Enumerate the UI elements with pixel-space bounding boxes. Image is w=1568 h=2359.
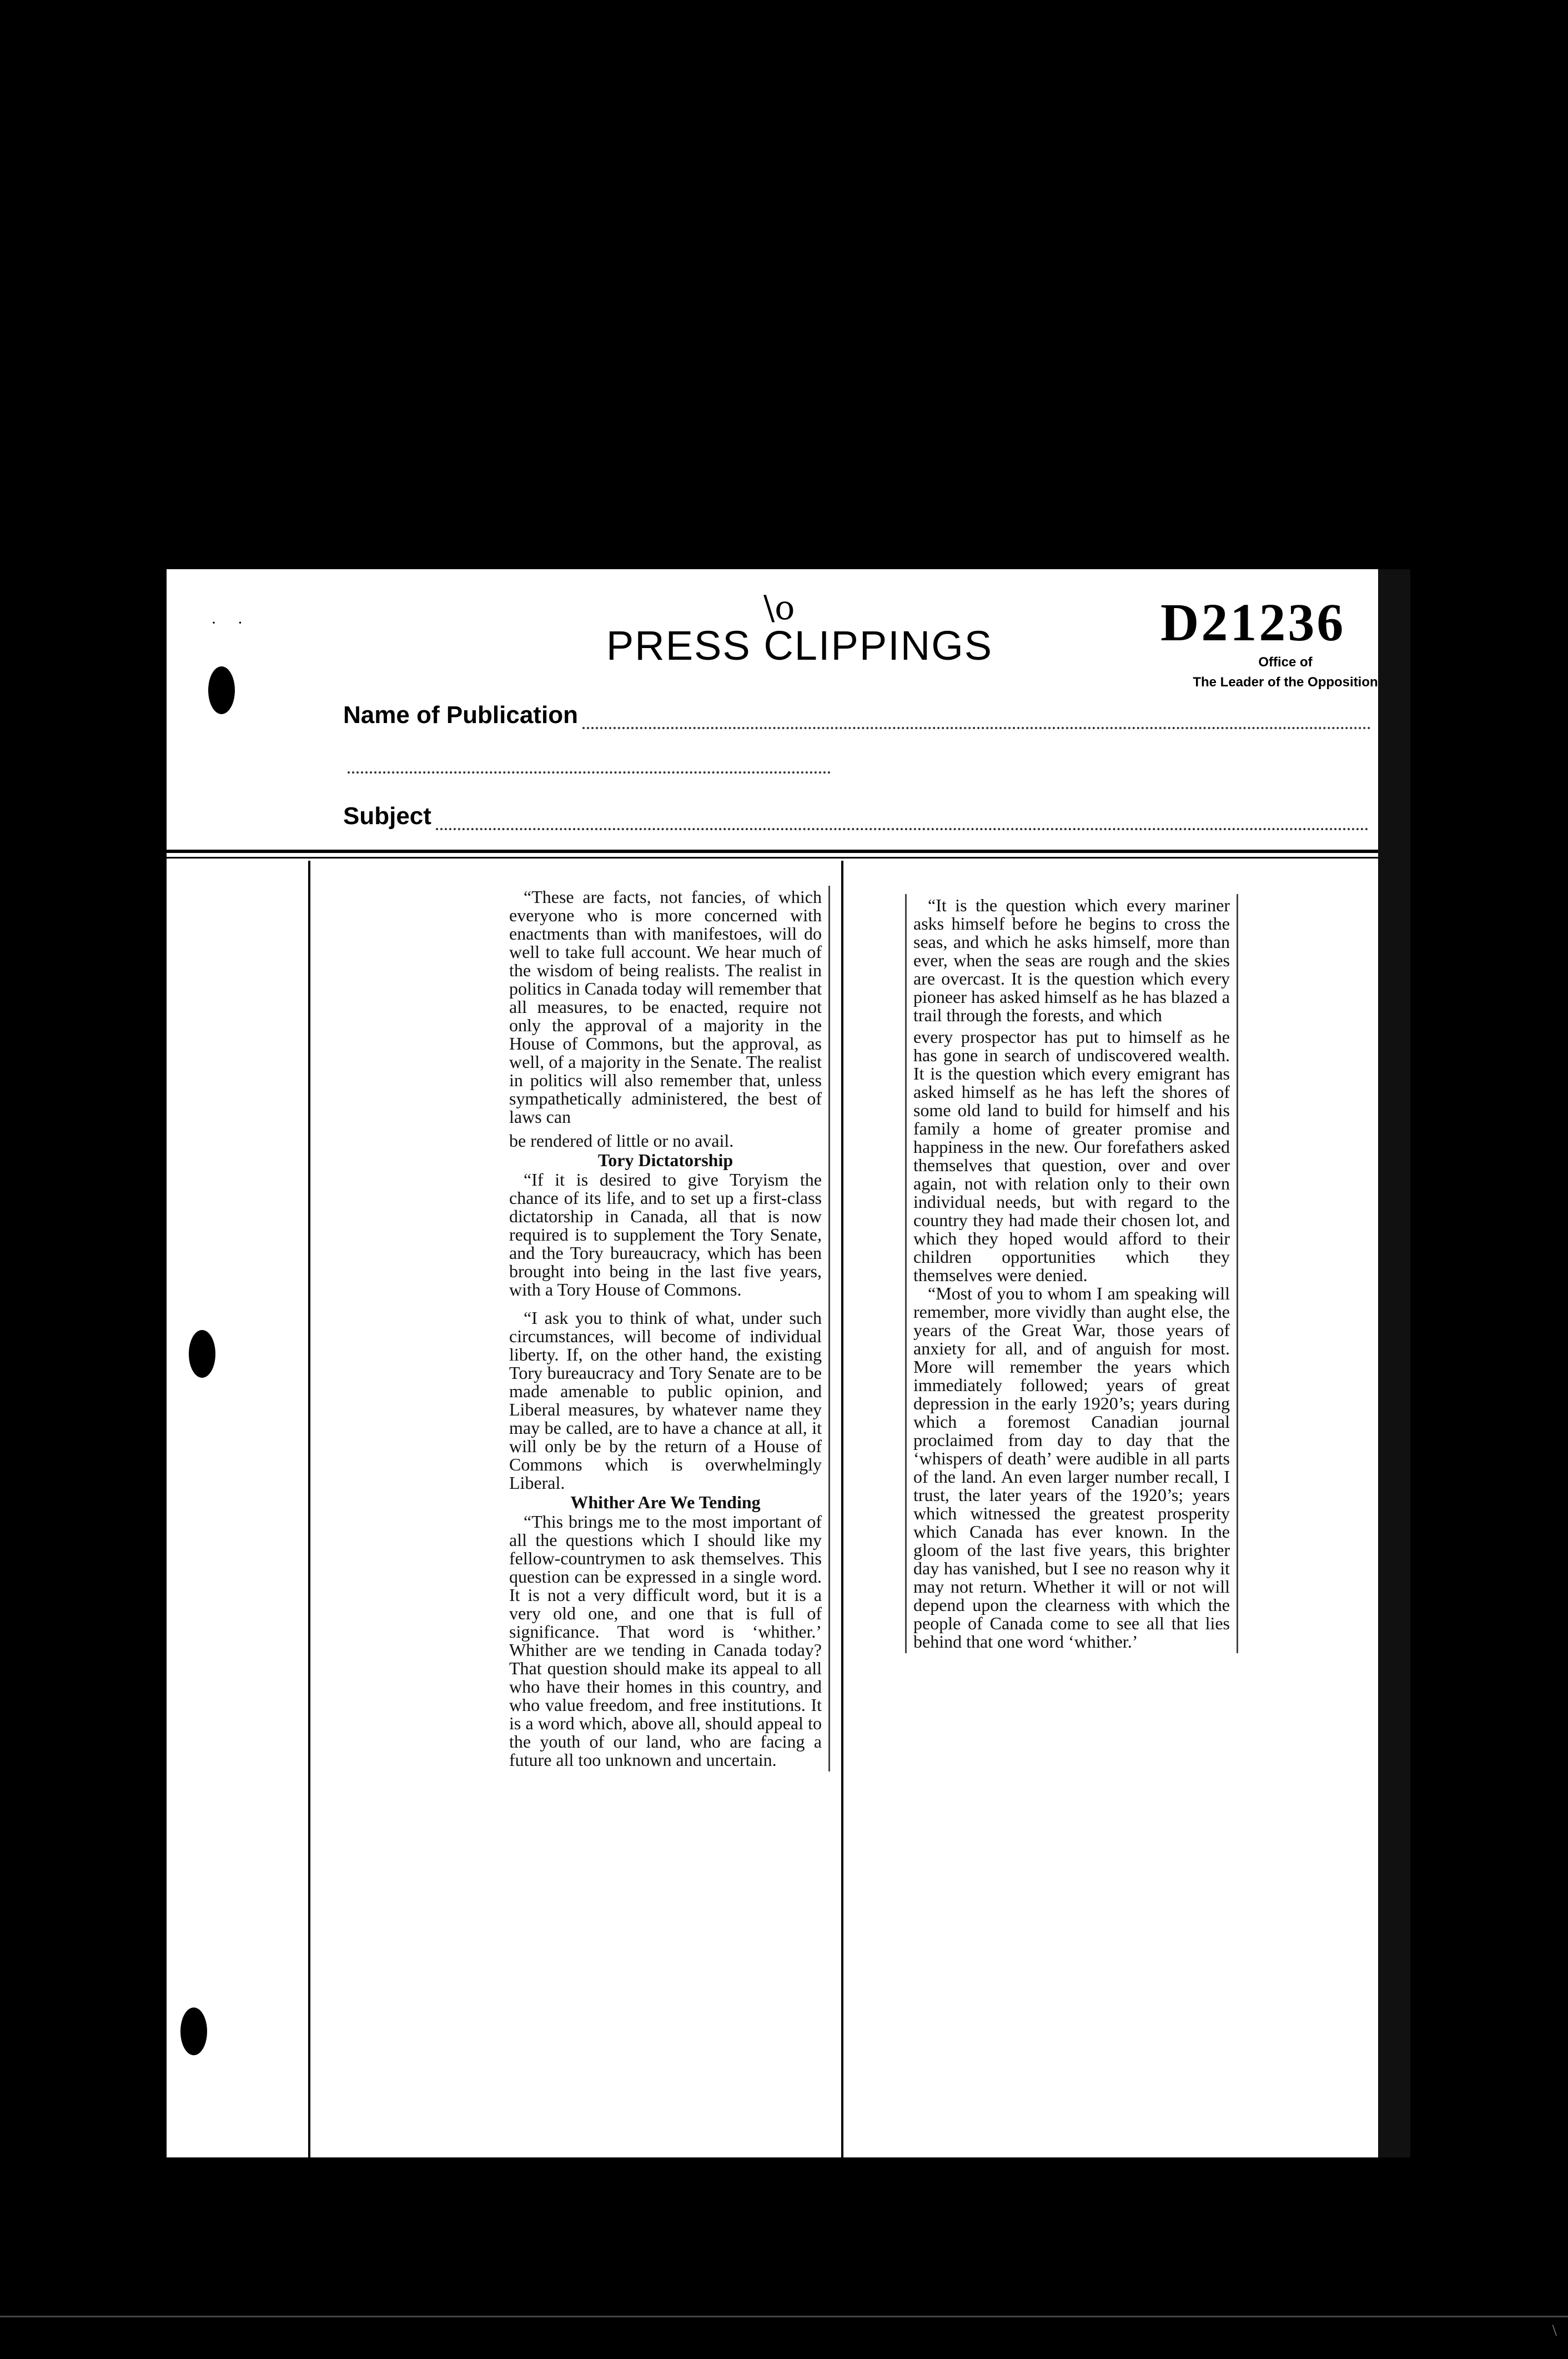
column-divider xyxy=(841,861,843,2157)
clipping-paragraph: “These are facts, not fancies, of which everyone who is more concerned with enactments than with manifestoes, will do well to take full account. We hear much of the wisdom of being realists. The realist in politics in Canada today will remember that all measures, to be enacted, require not only the approval of a majority in the House of Commons, but the approval, as well, of a majority in the Senate. The realist in politics will also remember that, unless sympathetically administered, the best of laws can xyxy=(509,887,822,1127)
scan-corner-tick: \ xyxy=(1552,2321,1557,2340)
handwritten-page-mark: \o xyxy=(763,589,795,628)
clipping-heading: Whither Are We Tending xyxy=(570,1492,761,1512)
clipping-paragraph: be rendered of little or no avail. xyxy=(509,1131,734,1151)
clipping-paragraph: “This brings me to the most important of all the questions which I should like my fellow-countrymen to ask themselves. This question can be expressed in a single word. It is not a very difficult word, but it is a very old one, and one that is full of significance. That word is ‘whither.’ Whither are we tending in Canada today? That question should make its appeal to all who have their homes in this country, and who value freedom, and free institutions. It is a word which, above all, should appeal to the youth of our land, who are facing a future all too unknown and uncertain. xyxy=(509,1512,822,1770)
document-number: D21236 xyxy=(1160,593,1346,652)
sheet-edge-shadow xyxy=(1378,569,1410,2157)
clipping-right-column xyxy=(905,894,1238,1653)
date-field xyxy=(343,752,831,774)
press-clipping-sheet xyxy=(167,569,1410,2157)
clipping-paragraph: “Most of you to whom I am speaking will remember, more vividly than aught else, the years of the Great War, those years of anxiety for all, and of anguish for most. More will remember the years which immediately followed; years of great depression in the early 1920’s; years during which a foremost Canadian journal proclaimed from day to day that the ‘whispers of death’ were audible in all parts of the land. An even larger number recall, I trust, the later years of the 1920’s; years which witnessed the greatest prosperity which Canada has ever known. In the gloom of the last five years, this brighter day has vanished, but I see no reason why it may not return. Whether it will or not will depend upon the clearness with which the people of Canada come to see all that lies behind that one word ‘whither.’ xyxy=(913,1283,1230,1652)
punch-hole-top xyxy=(208,666,235,714)
punch-hole-bottom xyxy=(180,2007,207,2055)
date-blank xyxy=(348,752,831,774)
header-rule-thick xyxy=(167,850,1378,853)
subject-field xyxy=(343,802,1369,830)
publication-field xyxy=(343,701,1371,729)
clipping-paragraph: every prospector has put to himself as he has gone in search of undiscovered wealth. It is the question which every emigrant has asked himself as he has left the shores of some old land to build for himself and his family a home of greater promise and happiness in the new. Our forefathers asked themselves that question, over and over again, not with relation only to their own individual needs, but with regard to the country they had made their chosen lot, and which they hoped would afford to their children opportunities which they themselves were denied. xyxy=(913,1027,1230,1285)
clipping-paragraph: “I ask you to think of what, under such circumstances, will become of individual liberty. If, on the other hand, the existing Tory bureaucracy and Tory Senate are to be made amenable to public opinion, and Liberal measures, by whatever name they may be called, are to have a chance at all, it will only be by the return of a House of Commons which is overwhelmingly Liberal. xyxy=(509,1308,822,1493)
publication-blank xyxy=(582,708,1371,729)
subject-blank xyxy=(436,809,1369,830)
margin-specks: · · xyxy=(211,614,243,632)
clipping-paragraph: “It is the question which every mariner asks himself before he begins to cross the seas, and which he asks himself, more than ever, when the seas are rough and the skies are overcast. It is the question which every pioneer has asked himself as he has blazed a trail through the forests, and which xyxy=(913,895,1230,1025)
scan-bottom-line xyxy=(0,2316,1568,2317)
subject-label: Subject xyxy=(343,802,431,830)
publication-label: Name of Publication xyxy=(343,701,578,729)
office-label xyxy=(1183,653,1388,692)
page-title: PRESS CLIPPINGS xyxy=(606,623,993,669)
office-line-2: The Leader of the Opposition xyxy=(1193,675,1378,690)
margin-line-left xyxy=(308,861,310,2157)
header-rule-thin xyxy=(167,857,1378,859)
clipping-left-column xyxy=(502,886,830,1771)
clipping-paragraph: “If it is desired to give Toryism the chance of its life, and to set up a first-class dictatorship in Canada, all that is now required is to supplement the Tory Senate, and the Tory bureaucracy, which has been brought into being in the last five years, with a Tory House of Commons. xyxy=(509,1170,822,1299)
clipping-heading: Tory Dictatorship xyxy=(597,1150,733,1170)
office-line-1: Office of xyxy=(1258,655,1313,670)
punch-hole-middle xyxy=(189,1330,215,1378)
